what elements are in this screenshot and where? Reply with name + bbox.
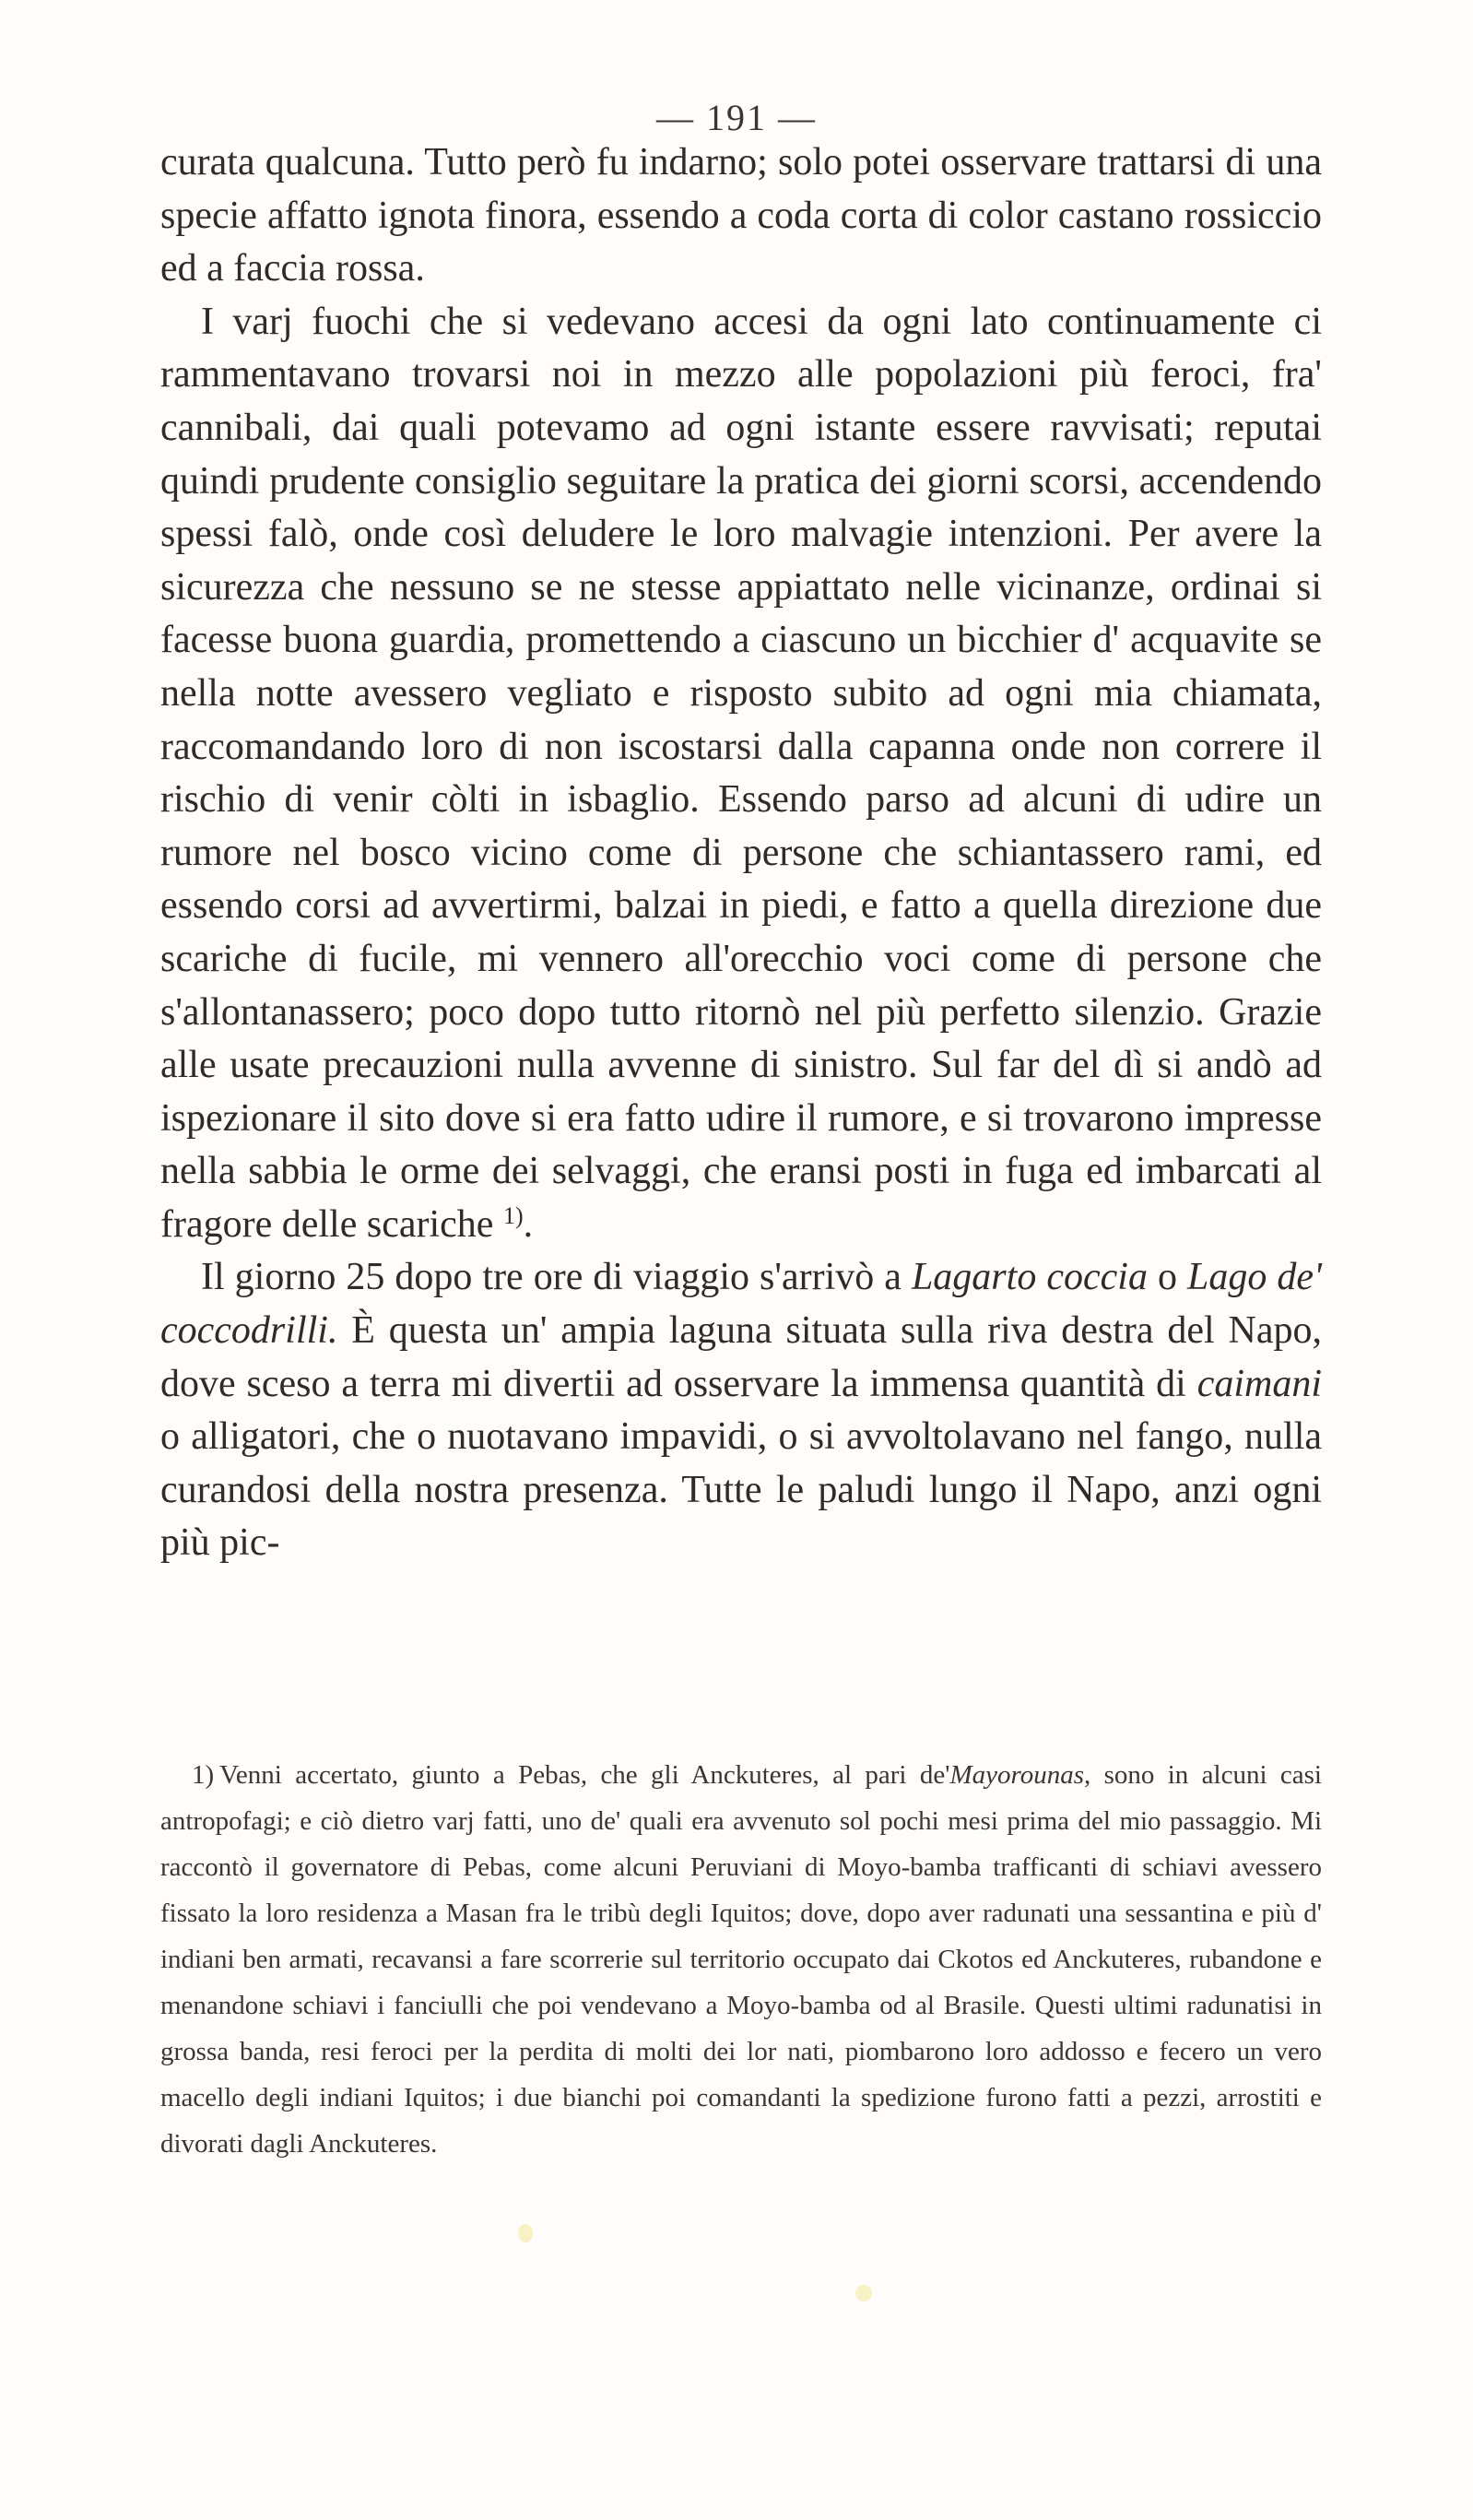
paragraph-2-text: I varj fuochi che si vedevano accesi da ogni lato continuamente ci rammentavano trovarsi noi in mezzo alle popolazioni più feroci, fra' cannibali, dai quali potevamo ad ogni istante essere ravvisati; reputai quindi prudente consiglio seguitare la pratica dei giorni scorsi, accendendo spessi falò, onde così deludere le loro malvagie intenzioni. Per avere la sicurezza che nessuno se ne stesse appiattato nelle vicinanze, ordinai si facesse buona guardia, promettendo a ciascuno un bicchier d' acquavite se nella notte avessero vegliato e risposto subito ad ogni mia chiamata, raccomandando loro di non iscostarsi dalla capanna onde non correre il rischio di venir còlti in isbaglio. Essendo parso ad alcuni di udire un rumore nel bosco vicino come di persone che schiantassero rami, ed essendo corsi ad avvertirmi, balzai in piedi, e fatto a quella direzione due scariche di fucile, mi vennero all'orecchio voci come di persone che s'allontanassero; poco dopo tutto ritornò nel più perfetto silenzio. Grazie alle usate precauzioni nulla avvenne di sinistro. Sul far del dì si andò ad ispezionare il sito dove si era fatto udire il rumore, e si trovarono impresse nella sabbia le orme dei selvaggi, che eransi posti in fuga ed imbarcati al fragore delle scariche <box>160 300 1322 1246</box>
footnote-text-2: , sono in alcuni casi antropofagi; e ciò dietro varj fatti, uno de' quali era avvenuto sol pochi mesi prima del mio passaggio. Mi raccontò il governatore di Pebas, come alcuni Peruviani di Moyo-bamba trafficanti di schiavi avessero fissato la loro residenza a Masan fra le tribù degli Iquitos; dove, dopo aver radunati una sessantina e più d' indiani ben armati, recavansi a fare scorrerie sul territorio occupato dai Ckotos ed Anckuteres, rubandone e menandone schiavi i fanciulli che poi vendevano a Moyo-bamba od al Brasile. Questi ultimi radunatisi in grossa banda, resi feroci per la perdita di molti dei lor nati, piombarono loro addosso e fecero un vero macello degli indiani Iquitos; i due bianchi poi comandanti la spedizione furono fatti a pezzi, arrostiti e divorati dagli Anckuteres. <box>160 1760 1322 2159</box>
paragraph-3-text-1: Il giorno 25 dopo tre ore di viaggio s'arrivò a <box>201 1256 912 1299</box>
paragraph-3-text-3: È questa un' ampia laguna situata sulla riva destra del Napo, dove sceso a terra mi divertii ad osservare la immensa quantità di <box>160 1309 1322 1405</box>
italic-mayorounas: Mayorounas <box>949 1760 1084 1790</box>
page-number: — 191 — <box>656 97 817 138</box>
paper-stain <box>855 2285 872 2301</box>
footnote-1 <box>160 1752 1322 2167</box>
footnotes <box>160 1752 1322 2167</box>
italic-lagarto-coccia: Lagarto coccia <box>911 1256 1148 1299</box>
paragraph-3-text-4: o alligatori, che o nuotavano impavidi, o si avvoltolavano nel fango, nulla curandosi della nostra presenza. Tutte le paludi lungo il Napo, anzi ogni più pic- <box>160 1415 1322 1565</box>
paragraph-2: I varj fuochi che si vedevano accesi da ogni lato continuamente ci rammentavano trovarsi noi in mezzo alle popolazioni più feroci, fra' cannibali, dai quali potevamo ad ogni istante essere ravvisati; reputai quindi prudente consiglio seguitare la pratica dei giorni scorsi, accendendo spessi falò, onde così deludere le loro malvagie intenzioni. Per avere la sicurezza che nessuno se ne stesse appiattato nelle vicinanze, ordinai si facesse buona guardia, promettendo a ciascuno un bicchier d' acquavite se nella notte avessero vegliato e risposto subito ad ogni mia chiamata, raccomandando loro di non iscostarsi dalla capanna onde non correre il rischio di venir còlti in isbaglio. Essendo parso ad alcuni di udire un rumore nel bosco vicino come di persone che schiantassero rami, ed essendo corsi ad avvertirmi, balzai in piedi, e fatto a quella direzione due scariche di fucile, mi vennero all'orecchio voci come di persone che s'allontanassero; poco dopo tutto ritornò nel più perfetto silenzio. Grazie alle usate precauzioni nulla avvenne di sinistro. Sul far del dì si andò ad ispezionare il sito dove si era fatto udire il rumore, e si trovarono impresse nella sabbia le orme dei selvaggi, che eransi posti in fuga ed imbarcati al fragore delle scariche $^{1)}$. <box>160 300 1322 1246</box>
footnote-label: 1) <box>192 1760 215 1790</box>
footnote-reference: 1) <box>502 1201 524 1229</box>
footnote-text-1: Venni accertato, giunto a Pebas, che gli Anckuteres, al pari de' <box>219 1760 950 1790</box>
paper-stain <box>518 2224 533 2242</box>
paragraph-3-text-2: o <box>1147 1256 1187 1299</box>
paragraph-3 <box>160 1251 1322 1570</box>
paragraph-1: curata qualcuna. Tutto però fu indarno; solo potei osservare trattarsi di una specie affatto ignota finora, essendo a coda corta di color castano rossiccio ed a faccia rossa. <box>160 141 1322 290</box>
italic-lago-coccodrilli: Lago de' coccodrilli. <box>160 1256 1323 1353</box>
main-text <box>160 136 1322 1570</box>
italic-caimani: caimani <box>1196 1362 1322 1405</box>
